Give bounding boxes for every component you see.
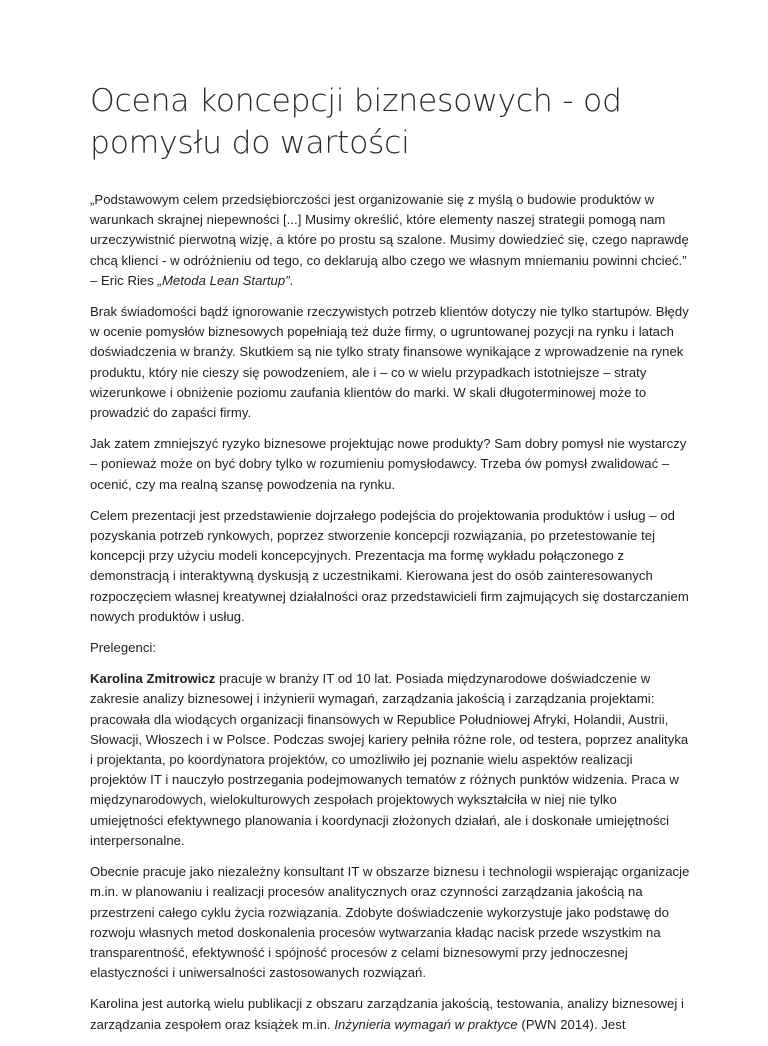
speaker-name: Karolina Zmitrowicz xyxy=(90,671,216,687)
quote-text: „Podstawowym celem przedsiębiorczości jest organizowanie się z myślą o budowie produktów w warunkach skrajnej niepewności [...] Musimy określić, które elementy naszej strategii pomogą nam urzeczywistnić pierwotną wizję, a które po prostu są szalone. Musimy dowiedzieć się, czego naprawdę chcą klienci - w odróżnieniu od tego, co deklarują albo czego we własnym mniemaniu powinni chcieć.” – Eric Ries xyxy=(90,192,689,288)
page-title: Ocena koncepcji biznesowych - od pomysłu do wartości xyxy=(90,83,622,161)
publications-end: (PWN 2014). Jest xyxy=(517,1016,626,1032)
speaker-current-role: Obecnie pracuje jako niezależny konsultant IT w obszarze biznesu i technologii wspierając organizacje m.in. w planowaniu i realizacji procesów analitycznych oraz czynności zarządzania jakością na przestrzeni całego cyklu życia rozwiązania. Zdobyte doświadczenie wykorzystuje jako podstawę do rozwoju własnych metod doskonalenia procesów wytwarzania kładąc nacisk przede wszystkim na transparentność, efektywność i spójność procesów z celami biznesowymi przy jednoczesnej elastyczności i uniwersalności zastosowanych rozwiązań. xyxy=(90,864,690,981)
quote-paragraph xyxy=(90,190,690,291)
publications-text: Karolina jest autorką wielu publikacji z obszaru zarządzania jakością, testowania, analizy biznesowej i zarządzania zespołem oraz książek m.in. xyxy=(90,996,684,1032)
paragraph-goal: Celem prezentacji jest przedstawienie dojrzałego podejścia do projektowania produktów i usług – od pozyskania potrzeb rynkowych, poprzez stworzenie koncepcji rozwiązania, po przetestowanie tej koncepcji przy użyciu modeli koncepcyjnych. Prezentacja ma formę wykładu połączonego z demonstracją i interaktywną dyskusją z uczestnikami. Kierowana jest do osób zainteresowanych rozpoczęciem własnej kreatywnej działalności oraz przedstawicieli firm zajmujących się dostarczaniem nowych produktów i usług. xyxy=(90,507,689,624)
paragraph-intro: Brak świadomości bądź ignorowanie rzeczywistych potrzeb klientów dotyczy nie tylko startupów. Błędy w ocenie pomysłów biznesowych popełniają też duże firmy, o ugruntowanej pozycji na rynku i latach doświadczenia w branży. Skutkiem są nie tylko straty finansowe wynikające z wprowadzenie na rynek produktu, który nie cieszy się powodzeniem, ale i – co w wielu przypadkach istotniejsze – straty wizerunkowe i obniżenie poziomu zaufania klientów do marki. W skali długoterminowej może to prowadzić do zapaści firmy. xyxy=(90,304,689,421)
paragraph-question: Jak zatem zmniejszyć ryzyko biznesowe projektując nowe produkty? Sam dobry pomysł nie wystarczy – ponieważ może on być dobry tylko w rozumieniu pomysłodawcy. Trzeba ów pomysł zwalidować – ocenić, czy ma realną szansę powodzenia na rynku. xyxy=(90,436,687,492)
quote-book-title: „Metoda Lean Startup” xyxy=(157,272,290,288)
speaker-publications xyxy=(90,994,690,1034)
book-title: Inżynieria wymagań w praktyce xyxy=(334,1016,518,1032)
document-page xyxy=(90,80,690,1046)
speaker-bio-text: pracuje w branży IT od 10 lat. Posiada międzynarodowe doświadczenie w zakresie analizy biznesowej i inżynierii wymagań, zarządzania jakością i zarządzania projektami: pracowała dla wiodących organizacji finansowych w Republice Południowej Afryki, Holandii, Austrii, Słowacji, Włoszech i w Polsce. Podczas swojej kariery pełniła różne role, od testera, poprzez analityka i projektanta, po koordynatora projektów, co umożliwiło jej poznanie wielu aspektów realizacji projektów IT i nauczyło postrzegania podejmowanych tematów z różnych punktów widzenia. Praca w międzynarodowych, wielokulturowych zespołach projektowych wykształciła w niej nie tylko umiejętności efektywnego planowania i koordynacji złożonych działań, ale i doskonałe umiejętności interpersonalne. xyxy=(90,671,689,848)
speakers-label: Prelegenci: xyxy=(90,640,157,656)
quote-end: . xyxy=(289,272,294,288)
speaker-bio-paragraph xyxy=(90,669,690,851)
